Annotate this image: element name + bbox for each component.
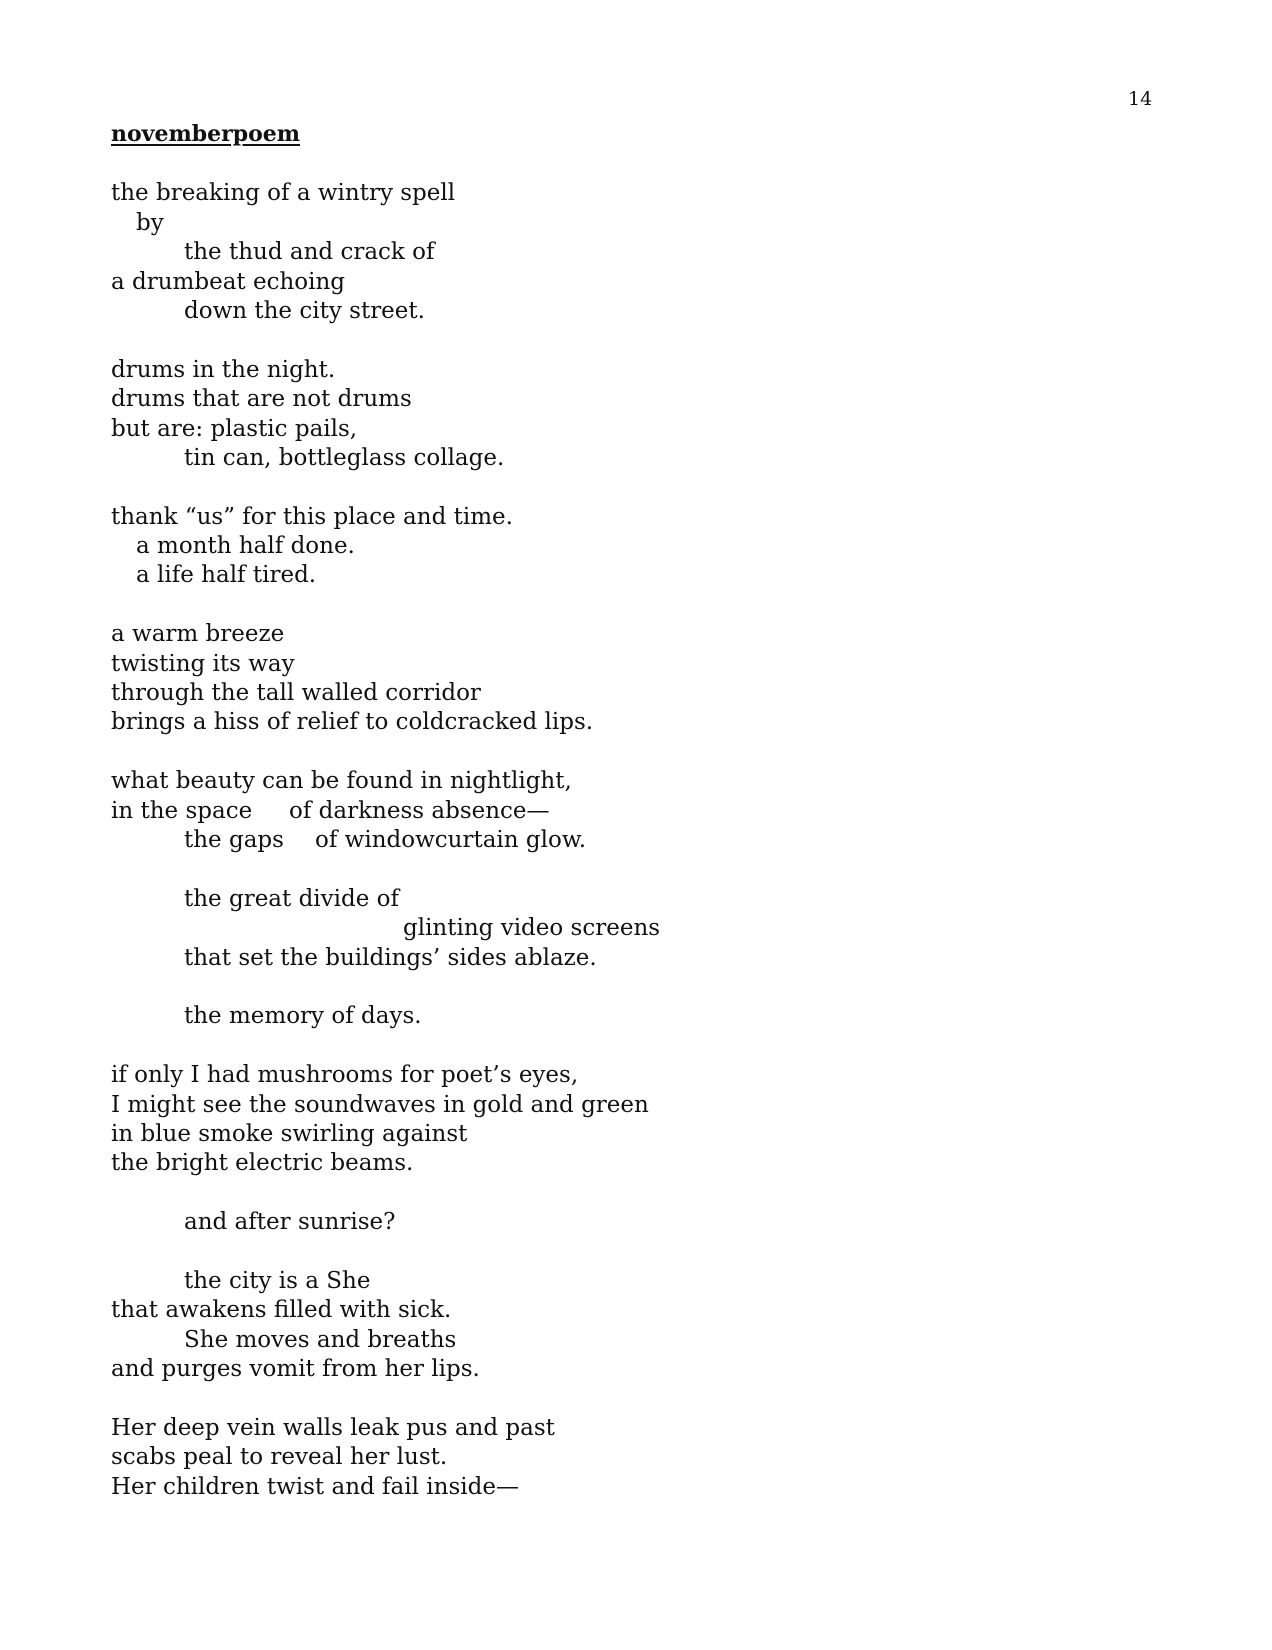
poem-line-text: the breaking of a wintry spell [111, 180, 456, 207]
stanza-break [111, 1237, 1151, 1266]
poem-line [111, 268, 1151, 297]
poem-line [111, 532, 1151, 561]
poem-line-text: a month half done. [136, 533, 355, 560]
poem-line-text: the memory of days. [184, 1003, 422, 1030]
poem-line [111, 885, 1151, 914]
poem-line [111, 826, 1151, 855]
poem-line [111, 356, 1151, 385]
poem-line-text: down the city street. [184, 297, 425, 324]
poem-line [111, 415, 1151, 444]
stanza-break [111, 1384, 1151, 1413]
poem-line-text: She moves and breaths [184, 1326, 457, 1353]
poem-line [111, 1443, 1151, 1472]
stanza-break [111, 326, 1151, 355]
poem-line-text: through the tall walled corridor [111, 680, 481, 707]
poem-line [111, 1061, 1151, 1090]
poem-line [111, 1267, 1151, 1296]
poem [111, 118, 1151, 1502]
poem-line [111, 385, 1151, 414]
poem-line-text: a drumbeat echoing [111, 268, 346, 295]
poem-line [111, 297, 1151, 326]
poem-line-text: a warm breeze [111, 621, 285, 648]
poem-line [111, 1355, 1151, 1384]
poem-line-text: the great divide of [184, 885, 400, 912]
poem-line-text: the thud and crack of [184, 239, 435, 266]
poem-line [111, 767, 1151, 796]
stanza-break [111, 473, 1151, 502]
poem-title: novemberpoem [111, 121, 301, 147]
poem-line [111, 650, 1151, 679]
stanza-break [111, 591, 1151, 620]
poem-line [111, 679, 1151, 708]
poem-line [111, 238, 1151, 267]
poem-line [111, 1326, 1151, 1355]
poem-line-text: thank “us” for this place and time. [111, 503, 513, 530]
poem-line [111, 1208, 1151, 1237]
poem-line-text: drums that are not drums [111, 386, 412, 413]
poem-line-text: the bright electric beams. [111, 1150, 414, 1177]
poem-line [111, 1091, 1151, 1120]
poem-line-text: tin can, bottleglass collage. [184, 444, 505, 471]
stanza-break [111, 973, 1151, 1002]
poem-line [111, 708, 1151, 737]
poem-line-text: that awakens filled with sick. [111, 1297, 452, 1324]
poem-line-text: but are: plastic pails, [111, 415, 358, 442]
poem-line [111, 1002, 1151, 1031]
poem-line [111, 914, 1151, 943]
poem-line-text: the city is a She [184, 1267, 371, 1294]
poem-line [111, 1296, 1151, 1325]
poem-line-text-continued: of darkness absence— [289, 797, 550, 824]
poem-line-text: in blue smoke swirling against [111, 1120, 468, 1147]
poem-line-text: glinting video screens [403, 915, 661, 942]
stanza-break [111, 738, 1151, 767]
poem-line-text: drums in the night. [111, 356, 336, 383]
poem-line [111, 1120, 1151, 1149]
poem-body [111, 150, 1151, 1502]
poem-line-text: twisting its way [111, 650, 295, 677]
poem-line [111, 561, 1151, 590]
poem-line-text: Her children twist and fail inside— [111, 1473, 519, 1500]
poem-line-text: brings a hiss of relief to coldcracked lips. [111, 709, 594, 736]
poem-line [111, 444, 1151, 473]
poem-line-text: the gaps [184, 826, 284, 853]
poem-line-text: and purges vomit from her lips. [111, 1356, 480, 1383]
poem-line [111, 209, 1151, 238]
poem-line [111, 1473, 1151, 1502]
poem-line [111, 944, 1151, 973]
poem-line-text: Her deep vein walls leak pus and past [111, 1414, 555, 1441]
stanza-break [111, 1032, 1151, 1061]
stanza-break [111, 1179, 1151, 1208]
poem-line [111, 1149, 1151, 1178]
poem-line-text: by [136, 209, 164, 236]
page-number: 14 [1128, 88, 1153, 110]
poem-line-text: if only I had mushrooms for poet’s eyes, [111, 1062, 579, 1089]
poem-line-text: I might see the soundwaves in gold and green [111, 1091, 649, 1118]
poem-line-text: scabs peal to reveal her lust. [111, 1444, 448, 1471]
poem-line [111, 1414, 1151, 1443]
poem-line-text: a life half tired. [136, 562, 317, 589]
stanza-break [111, 150, 1151, 179]
poem-line [111, 797, 1151, 826]
stanza-break [111, 855, 1151, 884]
poem-line-text: and after sunrise? [184, 1209, 396, 1236]
poem-line-text-continued: of windowcurtain glow. [315, 826, 587, 853]
poem-line-text: in the space [111, 797, 253, 824]
poem-line [111, 503, 1151, 532]
poem-line-text: that set the buildings’ sides ablaze. [184, 944, 597, 971]
poem-line [111, 179, 1151, 208]
poem-line-text: what beauty can be found in nightlight, [111, 768, 572, 795]
poem-line [111, 620, 1151, 649]
